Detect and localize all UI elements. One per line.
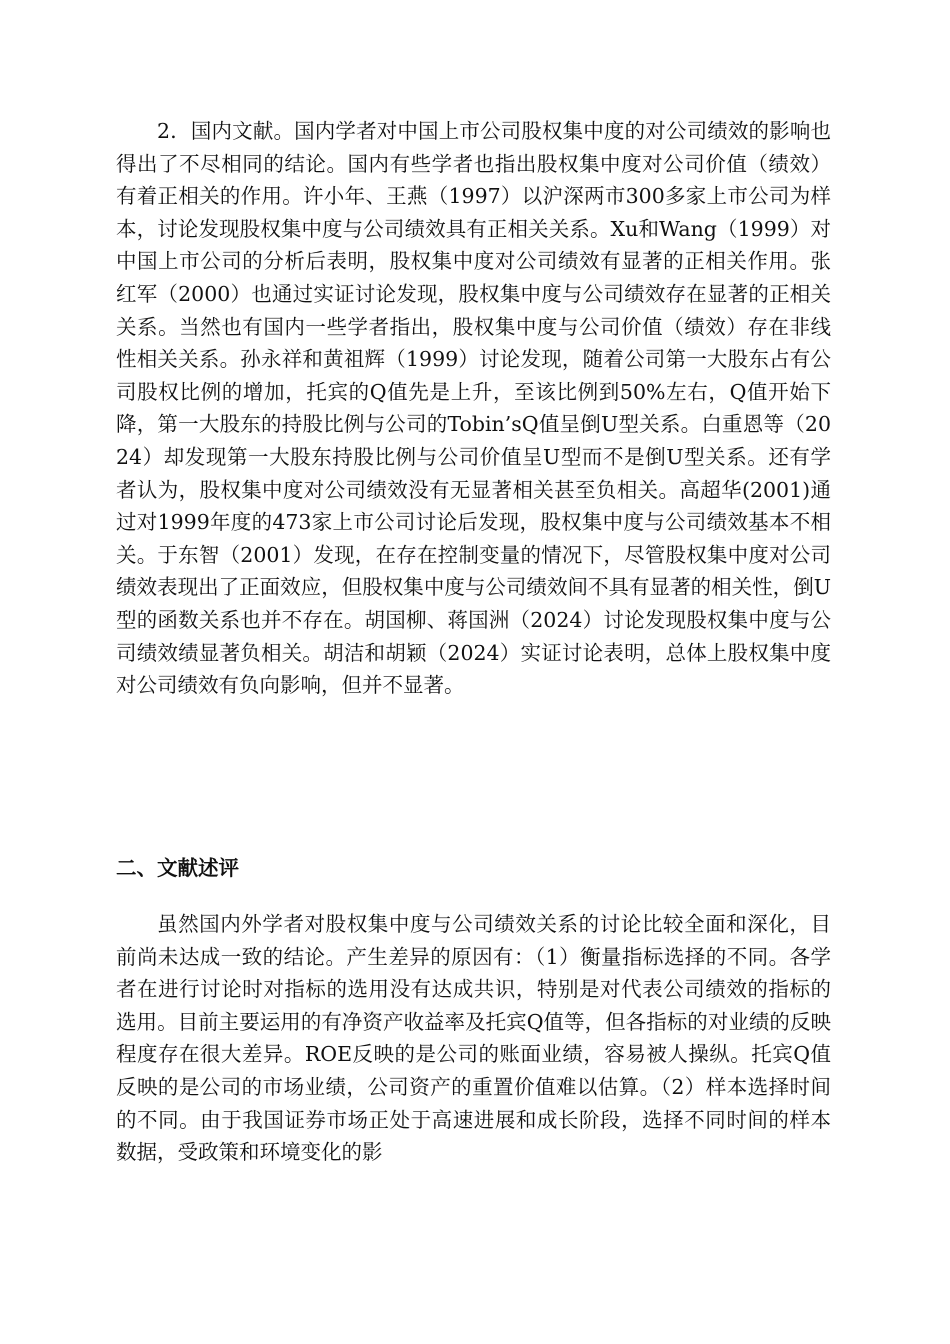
section-heading-literature-review: 二、文献述评 — [116, 856, 239, 880]
paragraph-domestic-literature: 2．国内文献。国内学者对中国上市公司股权集中度的对公司绩效的影响也得出了不尽相同的结论。国内有些学者也指出股权集中度对公司价值（绩效）有着正相关的作用。许小年、王燕（1997）以沪深两市300多家上市公司为样本，讨论发现股权集中度与公司绩效具有正相关关系。Xu和Wang（1999）对中国上市公司的分析后表明，股权集中度对公司绩效有显著的正相关作用。张红军（2000）也通过实证讨论发现，股权集中度与公司绩效存在显著的正相关关系。当然也有国内一些学者指出，股权集中度与公司价值（绩效）存在非线性相关关系。孙永祥和黄祖辉（1999）讨论发现，随着公司第一大股东占有公司股权比例的增加，托宾的Q值先是上升，至该比例到50%左右，Q值开始下降，第一大股东的持股比例与公司的Tobin’sQ值呈倒U型关系。白重恩等（2024）却发现第一大股东持股比例与公司价值呈U型而不是倒U型关系。还有学者认为，股权集中度对公司绩效没有无显著相关甚至负相关。高超华(2001)通过对1999年度的473家上市公司讨论后发现，股权集中度与公司绩效基本不相关。于东智（2001）发现，在存在控制变量的情况下，尽管股权集中度对公司绩效表现出了正面效应，但股权集中度与公司绩效间不具有显著的相关性，倒U型的函数关系也并不存在。胡国柳、蒋国洲（2024）讨论发现股权集中度与公司绩效绩显著负相关。胡洁和胡颖（2024）实证讨论表明，总体上股权集中度对公司绩效有负向影响，但并不显著。 — [116, 119, 831, 698]
paragraph-literature-review: 虽然国内外学者对股权集中度与公司绩效关系的讨论比较全面和深化，目前尚未达成一致的结论。产生差异的原因有：（1）衡量指标选择的不同。各学者在进行讨论时对指标的选用没有达成共识，特别是对代表公司绩效的指标的选用。目前主要运用的有净资产收益率及托宾Q值等，但各指标的对业绩的反映程度存在很大差异。ROE反映的是公司的账面业绩，容易被人操纵。托宾Q值反映的是公司的市场业绩，公司资产的重置价值难以估算。（2）样本选择时间的不同。由于我国证券市场正处于高速进展和成长阶段，选择不同时间的样本数据，受政策和环境变化的影 — [116, 912, 831, 1165]
